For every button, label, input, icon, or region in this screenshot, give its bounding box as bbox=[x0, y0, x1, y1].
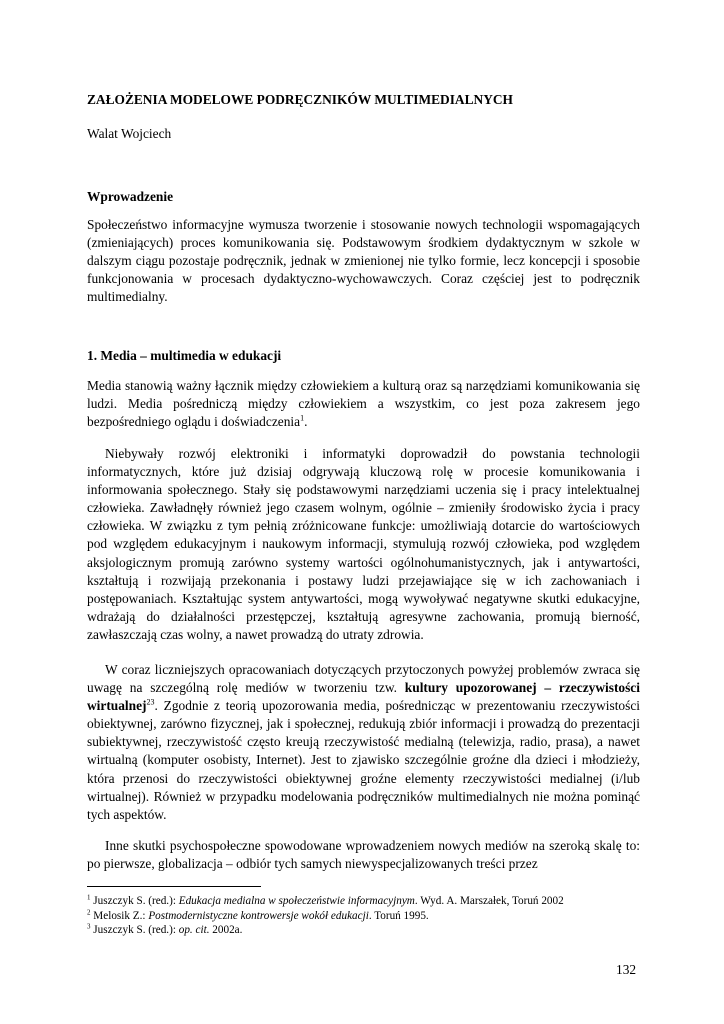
footnote-lead: Melosik Z.: bbox=[93, 910, 149, 922]
footnote-number: 1 bbox=[87, 893, 91, 902]
paragraph-end: . bbox=[304, 414, 308, 430]
paragraph-text: . Zgodnie z teorią upozorowania media, pośrednicząc w prezentowaniu rzeczywistości obiektywnej, zarówno fizycznej, jak i społecznej, redukują zbiór informacji i prowadzą do prezentacji subiektywnej, rzeczywistość często kreują rzeczywistość medialną (telewizja, radio, prasa), a nawet wirtualną (komputer osobisty, Internet). Jest to zjawisko szczególnie groźne dla dzieci i młodzieży, która przenosi do rzeczywistości obiektywnej groźne elementy rzeczywistości medialnej (i/lub wirtualnej). Również w przypadku modelowania podręczników multimedialnych nie można pominąć tych aspektów. bbox=[87, 698, 640, 822]
paragraph-text: W coraz liczniejszych opracowaniach dotyczących przytoczonych powyżej problemów zwraca się uwagę na szczególną rolę mediów w tworzeniu tzw. bbox=[87, 662, 640, 696]
section-1-paragraph-2: Niebywały rozwój elektroniki i informatyki doprowadził do powstania technologii informatycznych, które już dzisiaj odgrywają kluczową rolę w procesie komunikowania i informowania społecznego. Stały się podstawowymi narzędziami uczenia się i pracy intelektualnej człowieka. Zawładnęły również jego czasem wolnym, ogólnie – zmieniły środowisko życia i pracy człowieka. W związku z tym pełnią zróżnicowane funkcje: umożliwiają dotarcie do wartościowych pod względem edukacyjnym i naukowym informacji, stymulują rozwój człowieka, pod względem aksjologicznym promują zarówno systemy wartości ogólnohumanistycznych, jak i antywartości, kształtują i rozwijają przekonania i postawy ludzi przejawiające się w ich zachowaniach i postępowaniach. Kształtując system antywartości, mogą wywoływać negatywne skutki edukacyjne, wdrażają do działalności przestępczej, kształtują agresywne zachowania, promują bierność, zawłaszczają czas wolny, a nawet prowadzą do utraty zdrowia. bbox=[87, 446, 640, 642]
footnote-title: Postmodernistyczne kontrowersje wokół edukacji bbox=[148, 910, 369, 922]
footnote-title: Edukacja medialna w społeczeństwie informacyjnym bbox=[178, 895, 415, 907]
footnote-ref-1: 1 bbox=[300, 413, 305, 423]
footnote-number: 3 bbox=[87, 922, 91, 931]
footnote-title: op. cit. bbox=[178, 924, 210, 936]
footnote-ref-2-3: 23 bbox=[146, 697, 155, 707]
section-1-paragraph-3 bbox=[87, 661, 640, 824]
footnote-tail: 2002a. bbox=[209, 924, 243, 936]
section-1-heading: 1. Media – multimedia w edukacji bbox=[87, 348, 282, 363]
section-1-paragraph-4: Inne skutki psychospołeczne spowodowane wprowadzeniem nowych mediów na szeroką skalę to: po pierwsze, globalizacja – odbiór tych samych niewyspecjalizowanych treści przez bbox=[87, 838, 640, 872]
footnote-tail: . Wyd. A. Marszałek, Toruń 2002 bbox=[414, 895, 564, 907]
bold-term: kultury upozorowanej – rzeczywistości wirtualnej bbox=[87, 680, 640, 714]
intro-paragraph: Społeczeństwo informacyjne wymusza tworzenie i stosowanie nowych technologii wspomagających (zmieniających) proces komunikowania się. Podstawowym środkiem dydaktycznym w szkole w dalszym ciągu pozostaje podręcznik, jednak w zmienionej nie tylko formie, lecz koncepcji i sposobie funkcjonowania w procesach dydaktyczno-wychowawczych. Coraz częściej jest to podręcznik multimedialny. bbox=[87, 217, 640, 305]
paragraph-text: Media stanowią ważny łącznik między człowiekiem a kulturą oraz są narzędziami komunikowania się ludzi. Media pośredniczą między człowiekiem a wszystkim, co jest poza zakresem jego bezpośredniego oglądu i doświadczenia bbox=[87, 378, 640, 430]
footnote-separator bbox=[87, 886, 261, 887]
footnote-3 bbox=[87, 923, 647, 937]
footnote-lead: Juszczyk S. (red.): bbox=[93, 924, 179, 936]
section-1-paragraph-1 bbox=[87, 377, 640, 431]
page-number: 132 bbox=[616, 962, 637, 977]
footnote-number: 2 bbox=[87, 908, 91, 917]
footnote-2 bbox=[87, 909, 647, 923]
footnote-tail: . Toruń 1995. bbox=[368, 910, 429, 922]
intro-heading: Wprowadzenie bbox=[87, 189, 174, 204]
author-name: Walat Wojciech bbox=[87, 126, 172, 141]
article-title: ZAŁOŻENIA MODELOWE PODRĘCZNIKÓW MULTIMEDIALNYCH bbox=[87, 92, 513, 107]
footnote-1 bbox=[87, 894, 647, 908]
footnote-lead: Juszczyk S. (red.): bbox=[93, 895, 179, 907]
